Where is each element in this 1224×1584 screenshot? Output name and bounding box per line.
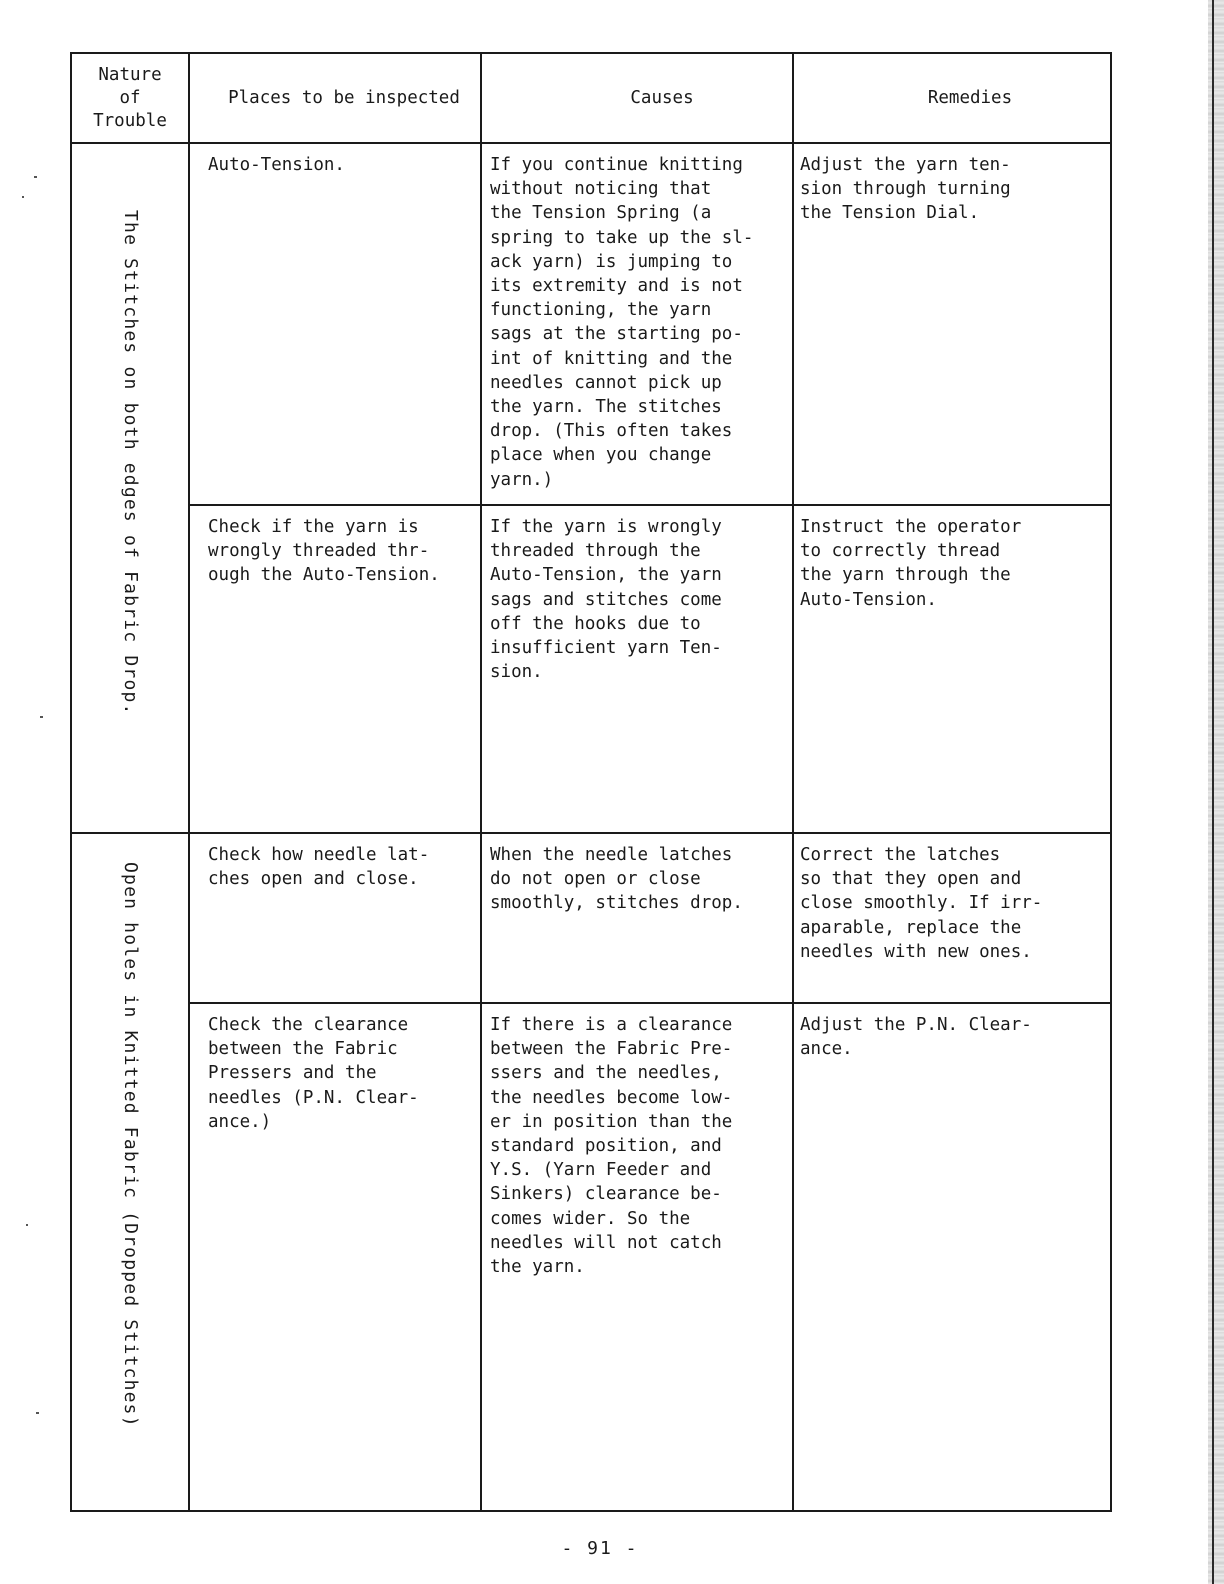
places-text: Auto-Tension.	[208, 155, 345, 175]
remedies-cell	[793, 505, 1111, 833]
scan-speck	[40, 716, 43, 718]
header-remedies	[793, 53, 1111, 143]
places-cell	[189, 505, 481, 833]
causes-text: If you continue knitting without noticing that the Tension Spring (a spring to take up the sl- ack yarn) is jumping to its extremity and is not functioning, the yarn sags at the starting po- int of knitting and the needles cannot pick up the yarn. The stitches drop. (This often takes place when you change yarn.)	[490, 155, 754, 490]
header-places-label: Places to be inspected	[228, 87, 460, 108]
causes-cell	[481, 505, 793, 833]
table-row	[71, 1003, 1111, 1511]
scan-speck	[34, 176, 37, 178]
scan-speck	[26, 1224, 28, 1226]
remedies-cell	[793, 1003, 1111, 1511]
causes-text: If there is a clearance between the Fabric Pre- ssers and the needles, the needles become low- er in position than the standard position, and Y.S. (Yarn Feeder and Sinkers) clearance be- comes wider. So the needles will not catch the yarn.	[490, 1015, 733, 1278]
places-text: Check how needle lat- ches open and close.	[208, 845, 430, 890]
header-nature-label: Nature of Trouble	[93, 64, 167, 131]
remedies-cell	[793, 833, 1111, 1003]
nature-cell-open-holes	[71, 833, 189, 1511]
places-cell	[189, 143, 481, 505]
causes-cell	[481, 833, 793, 1003]
table-row	[71, 505, 1111, 833]
scan-speck	[22, 196, 24, 198]
header-places-to-be-inspected	[189, 53, 481, 143]
table-header-row	[71, 53, 1111, 143]
causes-cell	[481, 1003, 793, 1511]
page-number: - 91 -	[561, 1538, 639, 1559]
nature-cell-edge-drop	[71, 143, 189, 833]
causes-text: When the needle latches do not open or close smoothly, stitches drop.	[490, 845, 743, 914]
remedies-text: Adjust the yarn ten- sion through turning the Tension Dial.	[800, 155, 1011, 224]
troubleshooting-table	[70, 52, 1112, 1512]
causes-cell	[481, 143, 793, 505]
table-row	[71, 833, 1111, 1003]
header-causes	[481, 53, 793, 143]
places-cell	[189, 1003, 481, 1511]
table-row	[71, 143, 1111, 505]
remedies-text: Instruct the operator to correctly thread the yarn through the Auto-Tension.	[800, 517, 1022, 610]
remedies-text: Adjust the P.N. Clear- ance.	[800, 1015, 1032, 1060]
header-nature-of-trouble	[71, 53, 189, 143]
remedies-text: Correct the latches so that they open and close smoothly. If irr- aparable, replace the needles with new ones.	[800, 845, 1043, 962]
causes-text: If the yarn is wrongly threaded through the Auto-Tension, the yarn sags and stitches come off the hooks due to insufficient yarn Ten- sion.	[490, 517, 722, 683]
places-cell	[189, 833, 481, 1003]
places-text: Check the clearance between the Fabric Pressers and the needles (P.N. Clear- ance.)	[208, 1015, 419, 1132]
nature-label-edge-drop: The Stitches on both edges of Fabric Drop.	[120, 210, 142, 716]
nature-label-open-holes: Open holes in Knitted Fabric (Dropped Stitches)	[120, 862, 142, 1428]
remedies-cell	[793, 143, 1111, 505]
header-remedies-label: Remedies	[927, 87, 1013, 108]
places-text: Check if the yarn is wrongly threaded thr- ough the Auto-Tension.	[208, 517, 440, 586]
header-causes-label: Causes	[630, 87, 694, 108]
scan-speck	[36, 1412, 39, 1414]
scan-edge-decoration	[1208, 0, 1224, 1584]
